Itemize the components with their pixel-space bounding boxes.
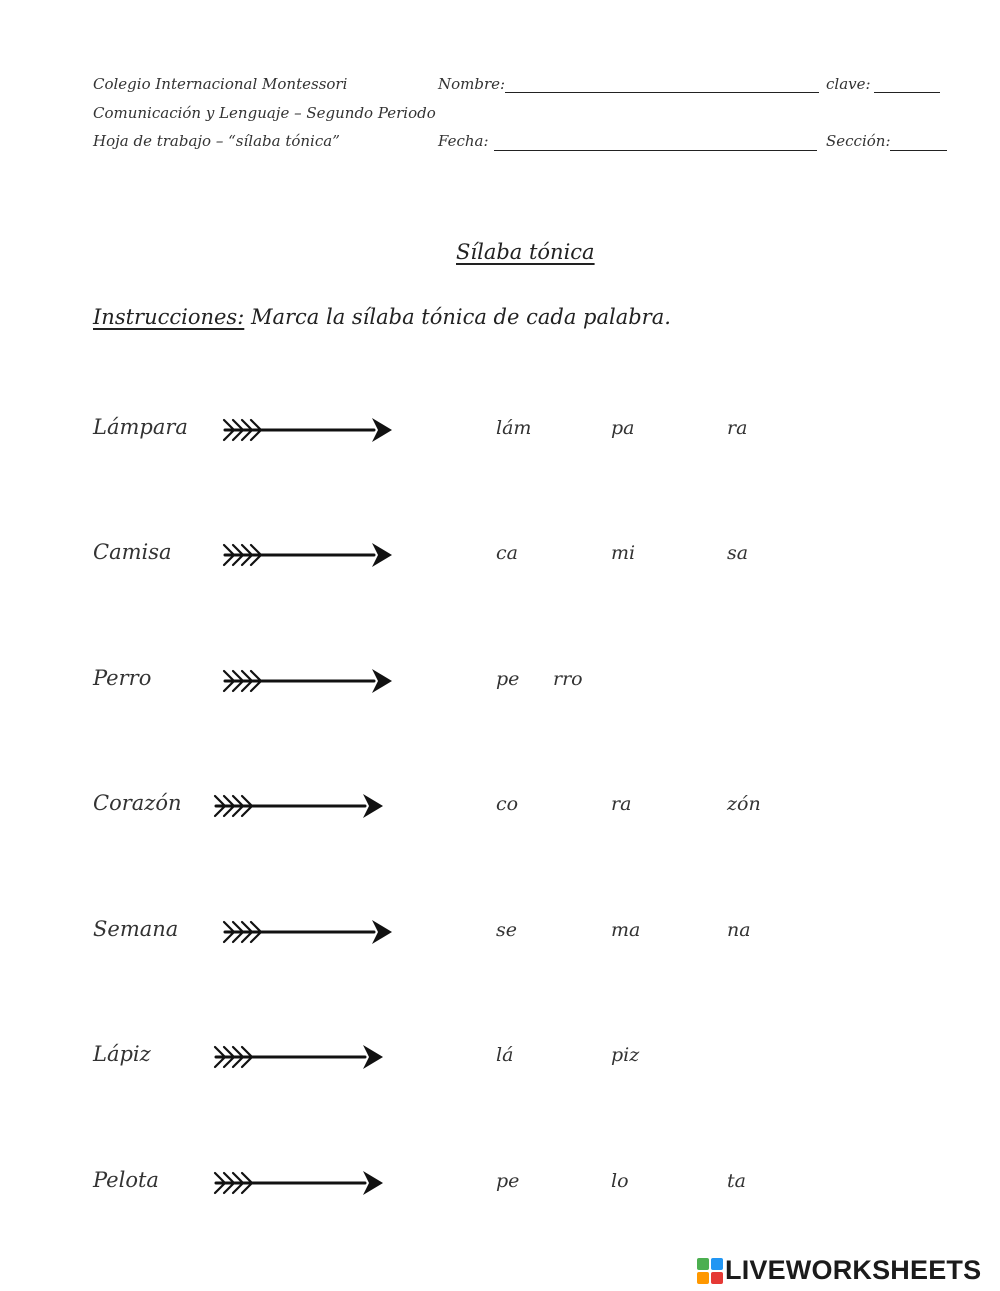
arrow-icon (222, 666, 397, 702)
section-label: Sección: (826, 132, 891, 150)
code-label: clave: (826, 75, 871, 93)
word-label: Pelota (93, 1168, 159, 1192)
syllable-option[interactable]: pa (611, 417, 635, 439)
section-field[interactable] (890, 150, 947, 151)
page-title: Sílaba tónica (456, 240, 595, 264)
word-label: Corazón (93, 791, 182, 815)
word-row (0, 415, 1000, 455)
worksheet-line: Hoja de trabajo – “sílaba tónica” (93, 132, 340, 150)
subject-line: Comunicación y Lenguaje – Segundo Periodo (93, 104, 436, 122)
arrow-icon (222, 917, 397, 953)
word-row (0, 666, 1000, 706)
word-label: Perro (93, 666, 152, 690)
syllable-option[interactable]: zón (727, 793, 761, 815)
syllable-option[interactable]: lá (496, 1044, 514, 1066)
word-label: Camisa (93, 540, 172, 564)
syllable-option[interactable]: pe (496, 668, 520, 690)
word-row (0, 791, 1000, 831)
word-row (0, 1042, 1000, 1082)
word-label: Semana (93, 917, 179, 941)
syllable-option[interactable]: na (727, 919, 751, 941)
word-row (0, 540, 1000, 580)
code-field[interactable] (874, 92, 940, 93)
logo-tiles-icon (697, 1258, 723, 1284)
syllable-option[interactable]: mi (611, 542, 636, 564)
syllable-option[interactable]: sa (727, 542, 749, 564)
syllable-option[interactable]: ma (611, 919, 641, 941)
arrow-icon (213, 1168, 388, 1204)
syllable-option[interactable]: pe (496, 1170, 520, 1192)
syllable-option[interactable]: lo (611, 1170, 629, 1192)
school-name: Colegio Internacional Montessori (93, 75, 348, 93)
name-field[interactable] (505, 92, 819, 93)
arrow-icon (222, 415, 397, 451)
syllable-option[interactable]: piz (611, 1044, 640, 1066)
syllable-option[interactable]: ra (727, 417, 748, 439)
arrow-icon (222, 540, 397, 576)
instructions (93, 305, 671, 329)
word-row (0, 1168, 1000, 1208)
word-row (0, 917, 1000, 957)
word-label: Lámpara (93, 415, 188, 439)
syllable-option[interactable]: ta (727, 1170, 746, 1192)
liveworksheets-logo (697, 1255, 997, 1285)
date-label: Fecha: (438, 132, 489, 150)
syllable-option[interactable]: se (496, 919, 517, 941)
syllable-option[interactable]: ra (611, 793, 632, 815)
syllable-option[interactable]: ca (496, 542, 518, 564)
word-label: Lápiz (93, 1042, 151, 1066)
date-field[interactable] (494, 150, 817, 151)
syllable-option[interactable]: lám (496, 417, 532, 439)
name-label: Nombre: (438, 75, 506, 93)
instructions-label: Instrucciones: (93, 305, 245, 329)
syllable-option[interactable]: rro (553, 668, 583, 690)
syllable-option[interactable]: co (496, 793, 519, 815)
arrow-icon (213, 1042, 388, 1078)
logo-text: LIVEWORKSHEETS (725, 1255, 982, 1285)
instructions-text: Marca la sílaba tónica de cada palabra. (244, 305, 671, 329)
arrow-icon (213, 791, 388, 827)
